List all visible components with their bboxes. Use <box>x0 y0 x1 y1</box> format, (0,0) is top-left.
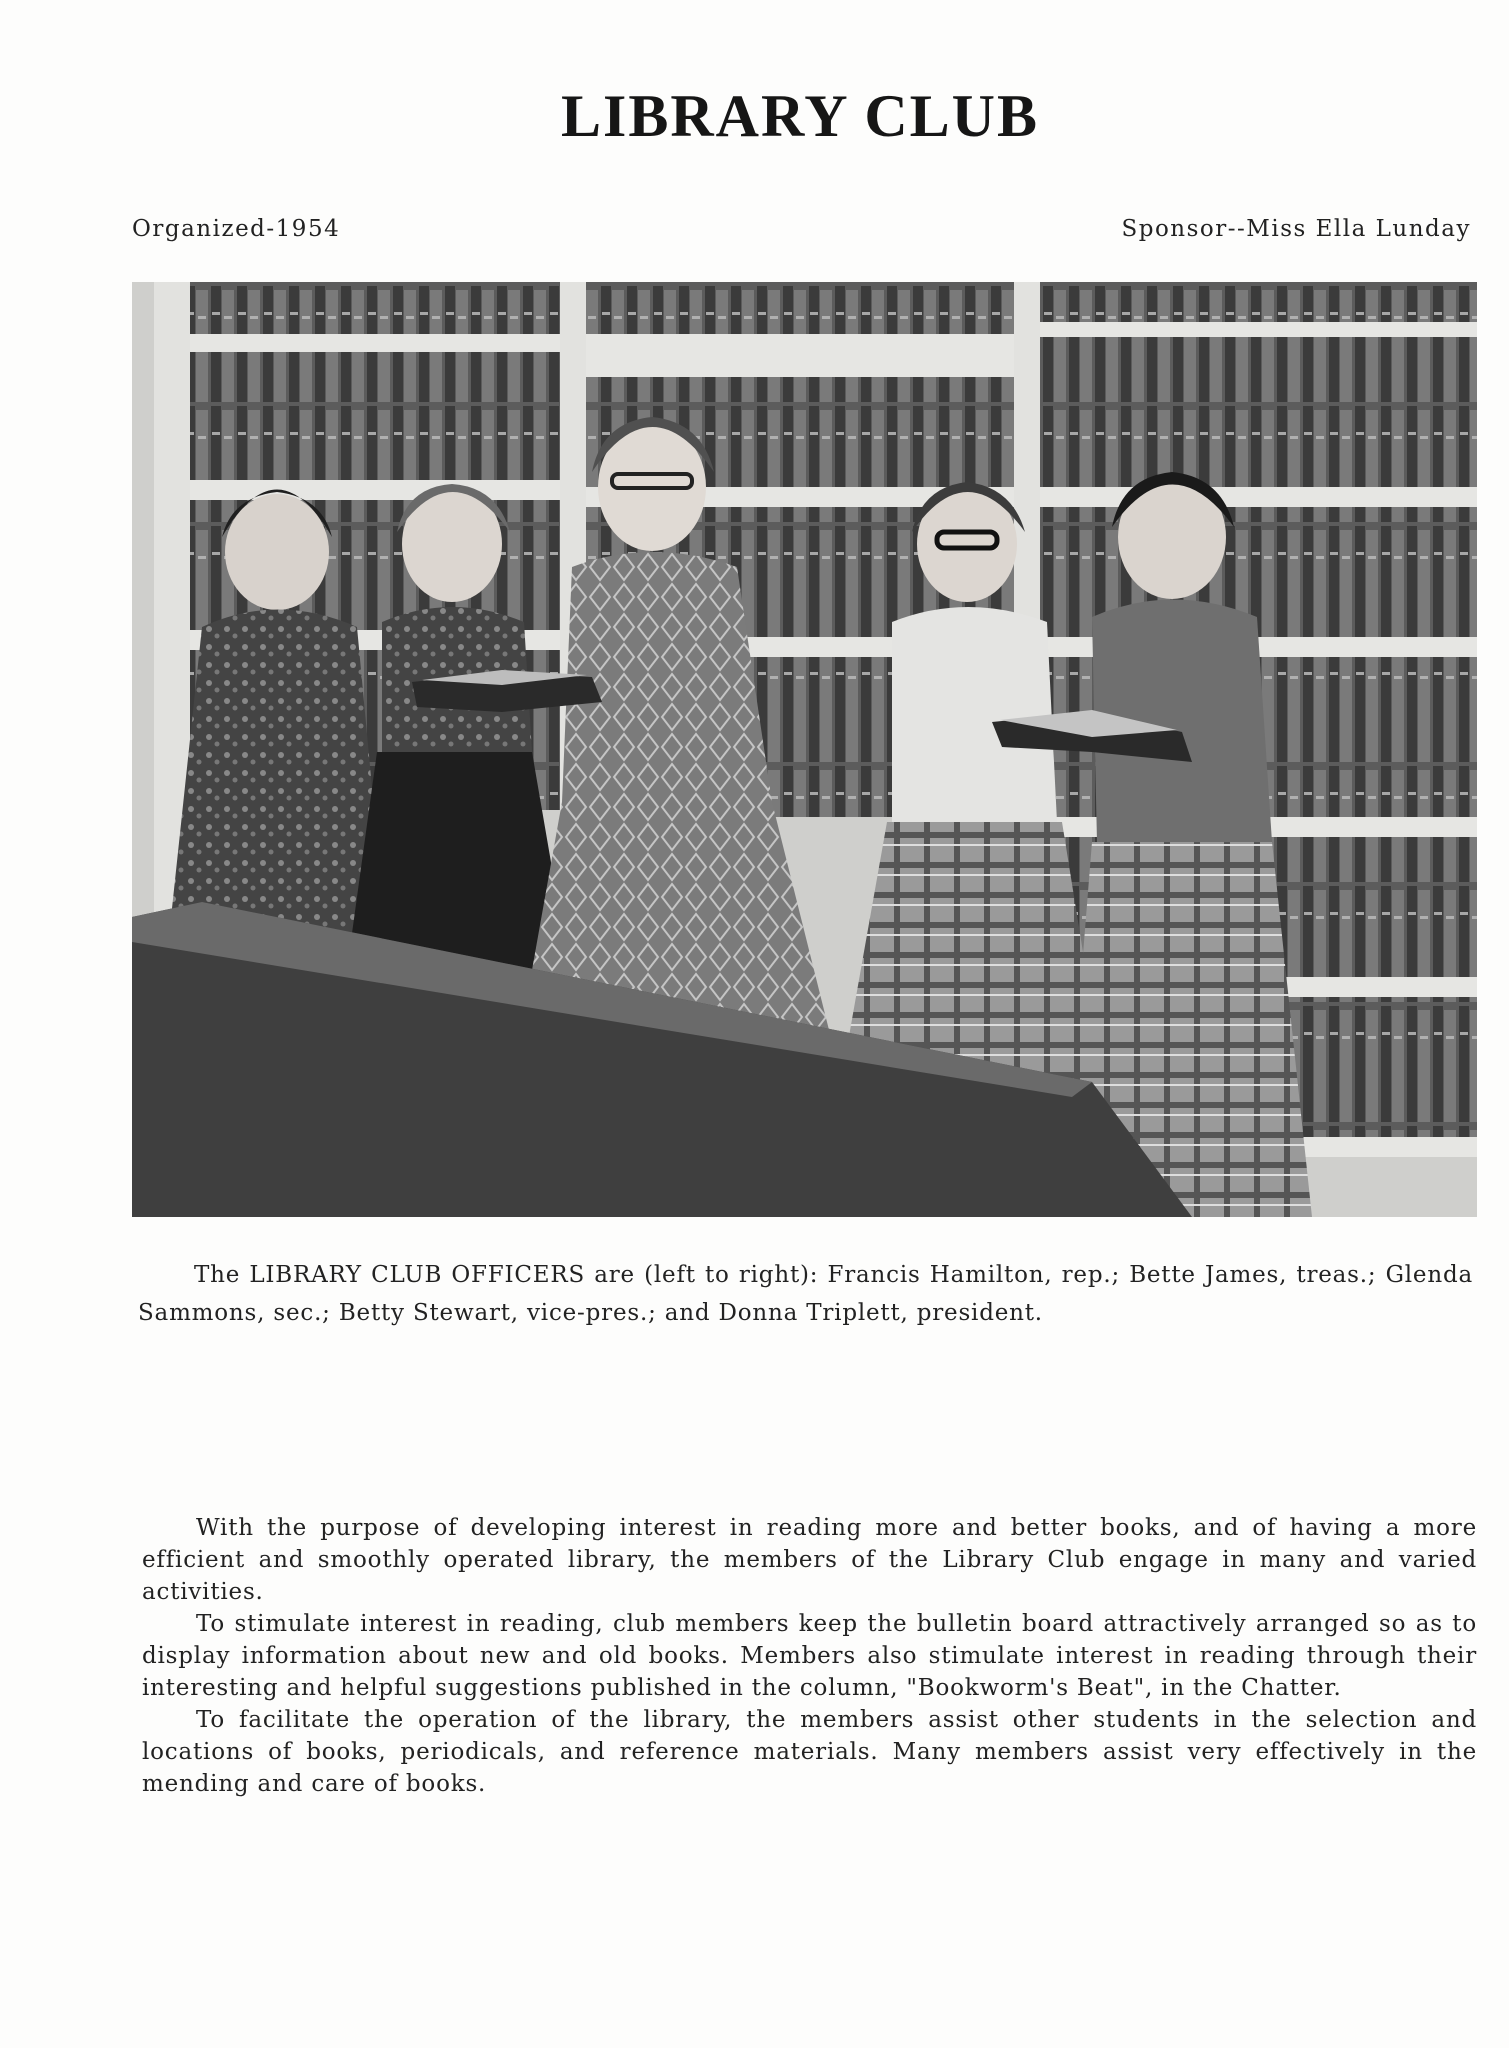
sponsor-name: Sponsor--Miss Ella Lunday <box>1121 216 1471 242</box>
body-paragraph-3: To facilitate the operation of the library, the members assist other students in the selection and locations of books, periodicals, and reference materials. Many members assist very effectively in the mending and care of books. <box>142 1707 1477 1797</box>
article-body <box>142 1512 1477 1800</box>
page-title: LIBRARY CLUB <box>560 83 1040 149</box>
photo-illustration <box>132 282 1477 1217</box>
body-paragraph-2: To stimulate interest in reading, club members keep the bulletin board attractively arranged so as to display information about new and old books. Members also stimulate interest in reading through their interesting and helpful suggestions published in the column, "Bookworm's Beat", in the Chatter. <box>142 1611 1477 1701</box>
caption-text: The LIBRARY CLUB OFFICERS are (left to right): Francis Hamilton, rep.; Bette James, treas.; Glenda Sammons, sec.; Betty Stewart, vice-pres.; and Donna Triplett, president. <box>138 1262 1473 1326</box>
organized-date: Organized-1954 <box>132 216 341 242</box>
photo-caption <box>138 1256 1473 1332</box>
club-officers-photo <box>132 282 1477 1217</box>
body-paragraph-1: With the purpose of developing interest in reading more and better books, and of having a more efficient and smoothly operated library, the members of the Library Club engage in many and varied activities. <box>142 1515 1477 1605</box>
